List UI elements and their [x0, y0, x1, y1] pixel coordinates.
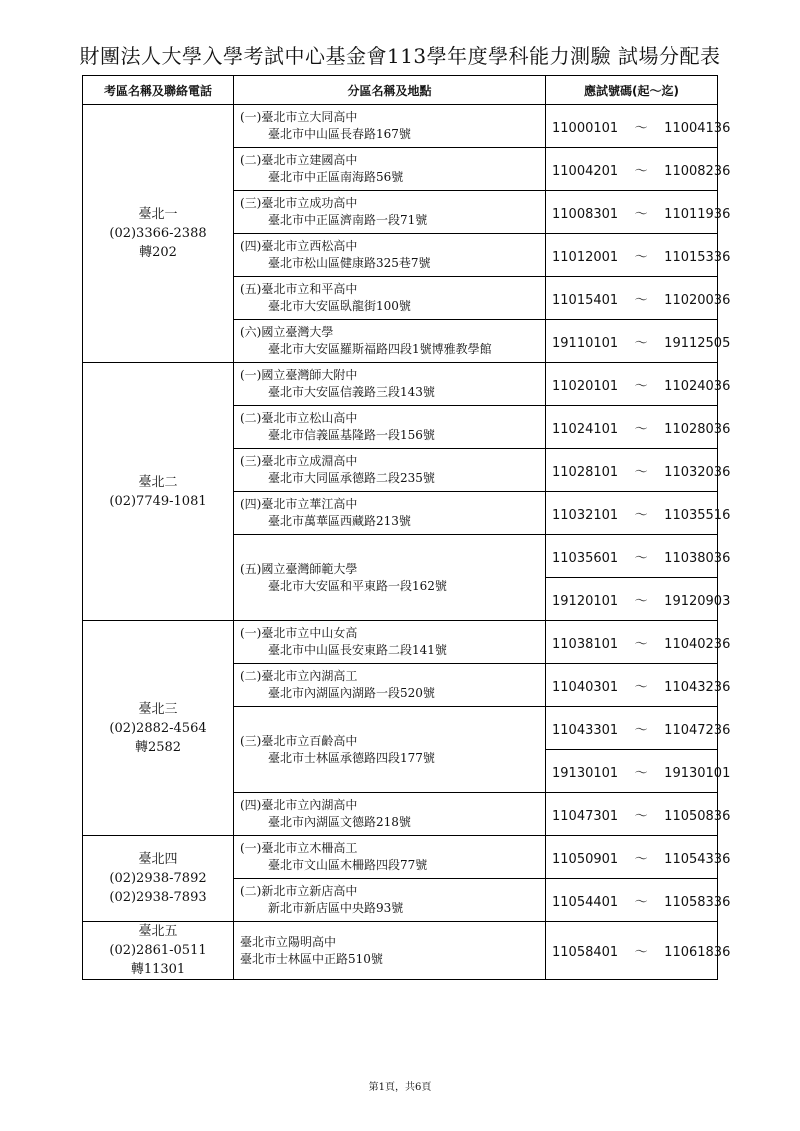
range-start: 11050901 — [552, 851, 619, 867]
range-start: 11054401 — [552, 894, 619, 910]
range-cell — [546, 535, 731, 578]
range-start: 11038101 — [552, 636, 619, 652]
range-end: 11047236 — [664, 722, 731, 738]
range-end: 11058336 — [664, 894, 731, 910]
area-phone: (02)3366-2388 — [109, 226, 207, 241]
site-name: (一)臺北市立大同高中 — [240, 110, 358, 124]
exam-area-cell — [83, 105, 234, 363]
range-end: 11038036 — [664, 550, 731, 566]
site-name: (三)臺北市立成功高中 — [240, 196, 358, 210]
range-start: 11004201 — [552, 163, 619, 179]
table-row — [83, 621, 718, 664]
range-start: 11040301 — [552, 679, 619, 695]
range-end: 11040236 — [664, 636, 731, 652]
site-address: 臺北市中山區長安東路二段141號 — [268, 643, 447, 657]
range-separator: ～ — [634, 163, 648, 179]
site-cell — [234, 363, 546, 406]
area-phone: (02)2882-4564 — [109, 720, 207, 736]
range-start: 11043301 — [552, 722, 619, 738]
site-name: (四)臺北市立內湖高中 — [240, 798, 358, 812]
range-start: 19130101 — [552, 765, 619, 781]
header-area: 考區名稱及聯絡電話 — [83, 76, 234, 105]
site-name: 臺北市立陽明高中 — [240, 934, 337, 949]
range-start: 11020101 — [552, 378, 619, 394]
exam-area-cell — [83, 621, 234, 836]
header-range: 應試號碼(起～迄) — [546, 76, 718, 105]
range-cell — [546, 320, 731, 363]
site-cell — [234, 707, 546, 793]
range-end: 11050836 — [664, 808, 731, 824]
site-name: (四)臺北市立華江高中 — [240, 497, 358, 511]
site-cell — [234, 492, 546, 535]
area-phone: 轉2582 — [134, 739, 182, 755]
range-cell — [546, 922, 731, 980]
range-start: 11015401 — [552, 292, 619, 308]
range-end: 11008236 — [664, 163, 731, 179]
range-start: 11012001 — [552, 249, 619, 265]
range-end: 11061836 — [664, 945, 731, 960]
site-cell — [234, 234, 546, 277]
site-address: 臺北市內湖區內湖路一段520號 — [268, 686, 435, 700]
range-start: 11032101 — [552, 507, 619, 523]
site-name: (三)臺北市立百齡高中 — [240, 733, 358, 748]
area-phone: (02)7749-1081 — [109, 493, 207, 509]
area-name: 臺北五 — [138, 924, 178, 939]
site-cell — [234, 148, 546, 191]
site-name: (六)國立臺灣大學 — [240, 325, 334, 339]
site-address: 臺北市松山區健康路325巷7號 — [268, 256, 431, 270]
site-name: (一)臺北市立中山女高 — [240, 626, 358, 640]
site-address: 臺北市中正區濟南路一段71號 — [268, 213, 428, 227]
range-separator: ～ — [634, 120, 648, 136]
range-start: 11008301 — [552, 206, 619, 222]
site-name: (一)國立臺灣師大附中 — [240, 368, 358, 382]
range-separator: ～ — [634, 945, 648, 960]
site-cell — [234, 621, 546, 664]
range-cell — [546, 621, 731, 664]
area-name: 臺北四 — [138, 852, 178, 867]
site-address: 臺北市士林區中正路510號 — [240, 951, 383, 966]
site-name: (一)臺北市立木柵高工 — [240, 841, 358, 855]
range-end: 11011936 — [664, 206, 731, 222]
range-end: 11015336 — [664, 249, 731, 265]
range-cell — [546, 406, 731, 449]
site-address: 臺北市大安區臥龍街100號 — [268, 299, 411, 313]
range-separator: ～ — [634, 421, 648, 437]
site-cell — [234, 535, 546, 621]
range-cell — [546, 578, 731, 621]
range-cell — [546, 148, 731, 191]
range-cell — [546, 449, 731, 492]
range-cell — [546, 363, 731, 406]
range-start: 11035601 — [552, 550, 619, 566]
site-name: (二)臺北市立建國高中 — [240, 153, 358, 167]
range-end: 11032036 — [664, 464, 731, 480]
range-separator: ～ — [634, 206, 648, 222]
site-name: (五)臺北市立和平高中 — [240, 282, 358, 296]
range-separator: ～ — [634, 722, 648, 738]
range-separator: ～ — [634, 808, 648, 824]
site-cell — [234, 836, 546, 879]
table-row — [83, 836, 718, 879]
exam-area-cell — [83, 363, 234, 621]
table-row — [83, 105, 718, 148]
range-separator: ～ — [634, 464, 648, 480]
range-cell — [546, 234, 731, 277]
range-start: 11047301 — [552, 808, 619, 824]
range-separator: ～ — [634, 679, 648, 695]
range-end: 19112505 — [664, 335, 731, 351]
site-address: 新北市新店區中央路93號 — [268, 901, 404, 915]
table-row — [83, 363, 718, 406]
range-separator: ～ — [634, 894, 648, 910]
site-cell — [234, 191, 546, 234]
table-row — [83, 922, 718, 980]
range-separator: ～ — [634, 593, 648, 609]
site-address: 臺北市中山區長春路167號 — [268, 127, 411, 141]
site-address: 臺北市大安區和平東路一段162號 — [268, 578, 447, 593]
site-cell — [234, 922, 546, 980]
area-phone: (02)2938-7892 — [109, 871, 207, 886]
range-cell — [546, 879, 731, 922]
area-phone: (02)2861-0511 — [109, 943, 207, 958]
range-separator: ～ — [634, 636, 648, 652]
site-name: (二)新北市立新店高中 — [240, 884, 358, 898]
exam-area-cell — [83, 836, 234, 922]
site-cell — [234, 277, 546, 320]
range-start: 19110101 — [552, 335, 619, 351]
range-cell — [546, 793, 731, 836]
range-cell — [546, 750, 731, 793]
range-cell — [546, 277, 731, 320]
site-address: 臺北市大同區承德路二段235號 — [268, 471, 435, 485]
site-cell — [234, 320, 546, 363]
site-name: (五)國立臺灣師範大學 — [240, 561, 358, 576]
range-end: 11054336 — [664, 851, 731, 867]
range-cell — [546, 836, 731, 879]
range-separator: ～ — [634, 249, 648, 265]
table-header-row — [83, 76, 718, 105]
range-end: 11028036 — [664, 421, 731, 437]
site-cell — [234, 406, 546, 449]
site-address: 臺北市內湖區文德路218號 — [268, 815, 411, 829]
range-separator: ～ — [634, 550, 648, 566]
site-address: 臺北市大安區羅斯福路四段1號博雅教學館 — [268, 342, 492, 356]
range-start: 19120101 — [552, 593, 619, 609]
header-site: 分區名稱及地點 — [234, 76, 546, 105]
range-end: 11024036 — [664, 378, 731, 394]
exam-area-cell — [83, 922, 234, 980]
range-separator: ～ — [634, 292, 648, 308]
area-phone: 轉202 — [139, 245, 177, 260]
site-cell — [234, 105, 546, 148]
site-cell — [234, 793, 546, 836]
site-cell — [234, 449, 546, 492]
site-cell — [234, 879, 546, 922]
range-separator: ～ — [634, 765, 648, 781]
range-end: 11035516 — [664, 507, 731, 523]
range-cell — [546, 492, 731, 535]
table-body — [83, 105, 731, 980]
range-cell — [546, 664, 731, 707]
page-footer: 第1頁，共6頁 — [368, 1082, 432, 1093]
range-cell — [546, 105, 731, 148]
range-start: 11058401 — [552, 945, 619, 960]
range-end: 19120903 — [664, 593, 731, 609]
area-name: 臺北三 — [138, 701, 178, 717]
area-name: 臺北一 — [138, 207, 178, 222]
range-separator: ～ — [634, 507, 648, 523]
range-separator: ～ — [634, 378, 648, 394]
range-separator: ～ — [634, 335, 648, 351]
site-name: (三)臺北市立成淵高中 — [240, 454, 358, 468]
site-address: 臺北市中正區南海路56號 — [268, 170, 404, 184]
site-address: 臺北市文山區木柵路四段77號 — [268, 858, 428, 872]
range-end: 11020036 — [664, 292, 731, 308]
range-cell — [546, 707, 731, 750]
allocation-table — [82, 75, 731, 980]
site-address: 臺北市士林區承德路四段177號 — [268, 750, 435, 765]
range-end: 11043236 — [664, 679, 731, 695]
site-address: 臺北市大安區信義路三段143號 — [268, 385, 435, 399]
range-separator: ～ — [634, 851, 648, 867]
site-name: (二)臺北市立內湖高工 — [240, 669, 358, 683]
area-name: 臺北二 — [138, 474, 178, 490]
area-phone: (02)2938-7893 — [109, 890, 207, 905]
range-cell — [546, 191, 731, 234]
area-phone: 轉11301 — [130, 962, 186, 977]
site-name: (四)臺北市立西松高中 — [240, 239, 358, 253]
range-start: 11028101 — [552, 464, 619, 480]
range-start: 11000101 — [552, 120, 619, 136]
range-end: 11004136 — [664, 120, 731, 136]
site-address: 臺北市萬華區西藏路213號 — [268, 514, 411, 528]
page-title: 財團法人大學入學考試中心基金會113學年度學科能力測驗 試場分配表 — [79, 44, 721, 68]
site-address: 臺北市信義區基隆路一段156號 — [268, 428, 435, 442]
range-start: 11024101 — [552, 421, 619, 437]
site-name: (二)臺北市立松山高中 — [240, 411, 358, 425]
range-end: 19130101 — [664, 765, 731, 781]
site-cell — [234, 664, 546, 707]
